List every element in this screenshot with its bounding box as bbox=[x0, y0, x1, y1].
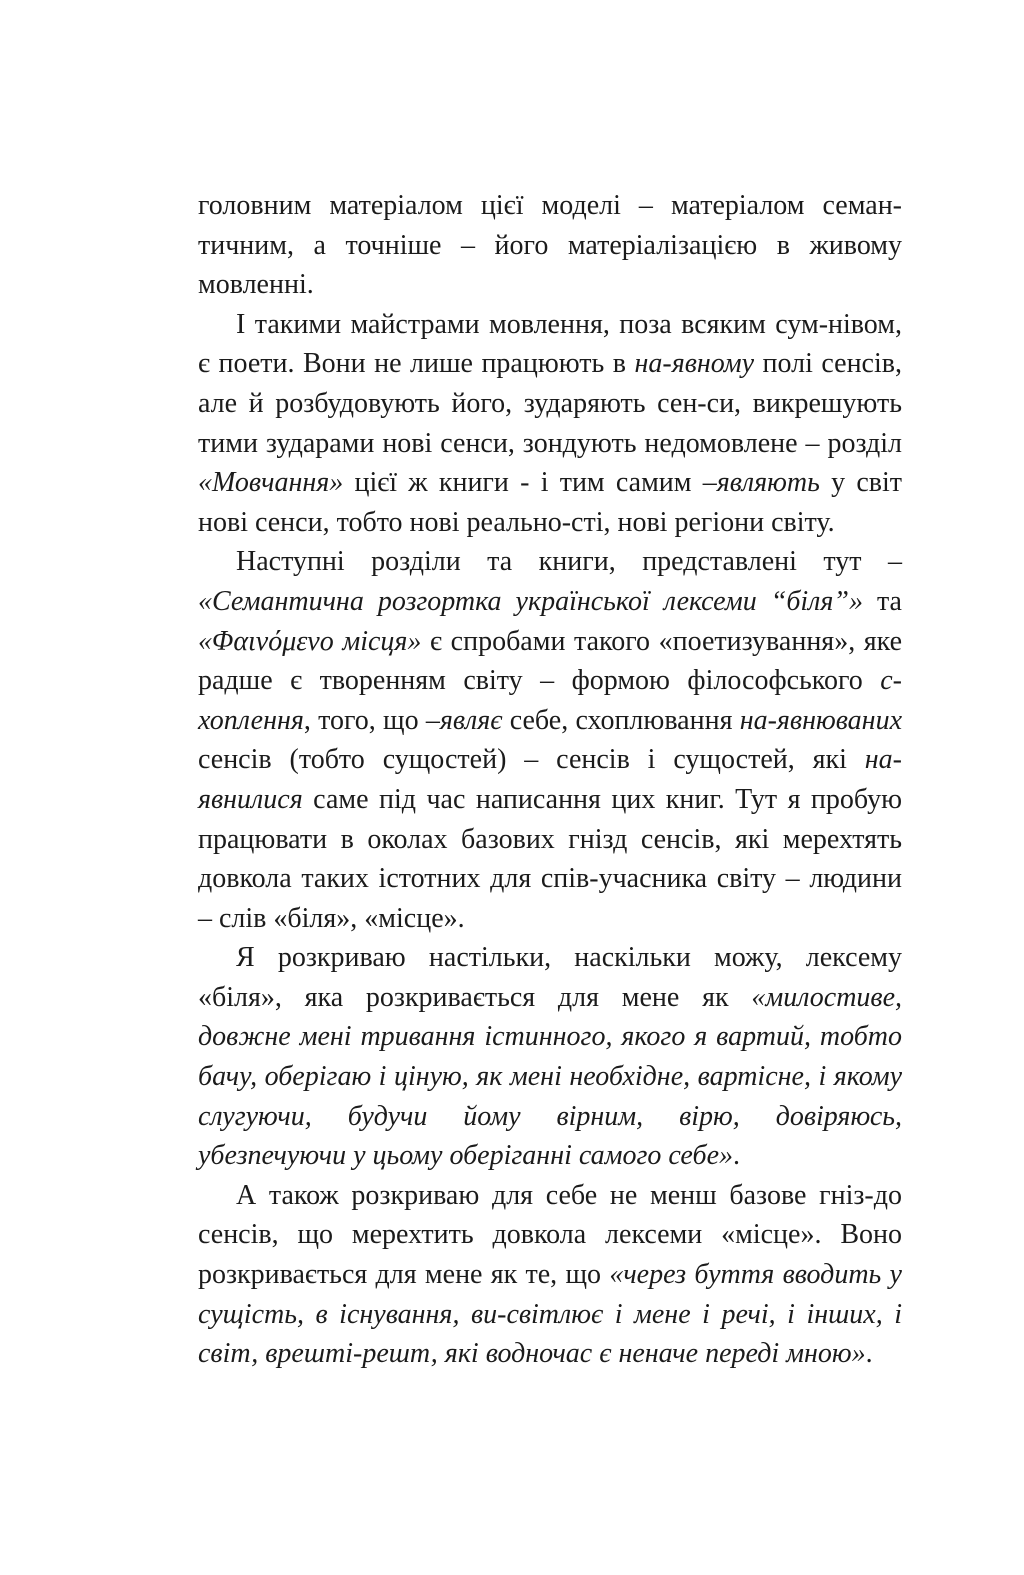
text-run: є спробами такого «поетизування», яке радше є творенням світу – формою філософського bbox=[198, 625, 903, 697]
text-run: Наступні розділи та книги, представлені тут – bbox=[236, 546, 902, 578]
paragraph bbox=[198, 542, 902, 938]
paragraph bbox=[198, 305, 902, 543]
paragraph bbox=[198, 1176, 902, 1374]
text-run: себе, схоплювання bbox=[502, 704, 740, 736]
italic-text-run: «через буття вводить у сущість, в існування, ви-світлює і мене і речі, і інших, і світ, врешті-решт, які водночас є неначе переді мною» bbox=[198, 1259, 902, 1370]
paragraph bbox=[198, 186, 902, 305]
italic-text-run: являє bbox=[439, 704, 503, 736]
italic-text-run: «милостиве, довжне мені тривання істинного, якого я вартий, тобто бачу, оберігаю і ціную, як мені необхідне, вартісне, і якому слугуючи, будучи йому вірним, вірю, довіряюсь, убезпечуючи у цьому оберіганні самого себе» bbox=[198, 981, 902, 1172]
text-run: , того, що – bbox=[303, 704, 440, 736]
text-run: . bbox=[733, 1140, 740, 1172]
page-text bbox=[198, 186, 902, 1374]
text-run: І такими майстрами мовлення, поза всяким сум-нівом, є поети. Вони не лише працюють в bbox=[198, 308, 902, 380]
italic-text-run: на-явнюваних bbox=[739, 704, 903, 736]
text-run: та bbox=[862, 585, 902, 617]
text-run: саме під час написання цих книг. Тут я пробую працювати в околах базових гнізд сенсів, які мерехтять довкола таких істотних для спів-учасника світу – людини – слів «біля», «місце». bbox=[198, 783, 902, 934]
text-run: А також розкриваю для себе не менш базове гніз-до сенсів, що мерехтить довкола лексеми «місце». Воно розкривається для мене як те, що bbox=[198, 1179, 902, 1291]
paragraph bbox=[198, 938, 902, 1176]
text-run: Я розкриваю настільки, наскільки можу, лексему «біля», яка розкривається для мене як bbox=[198, 942, 902, 1013]
text-run: сенсів (тобто сущостей) – сенсів і сущостей, які bbox=[198, 744, 865, 776]
text-run: у світ нові сенси, тобто нові реально-сті, нові регіони світу. bbox=[198, 467, 902, 538]
italic-text-run: «Φαινόμενο місця» bbox=[198, 625, 422, 657]
italic-text-run: с-хоплення bbox=[198, 665, 902, 736]
text-run: . bbox=[865, 1338, 873, 1370]
text-run: полі сенсів, але й розбудовують його, зударяють сен-си, викрешують тими зударами нові сенси, зондують недомовлене – розділ bbox=[198, 348, 902, 459]
text-run: цієї ж книги - і тим самим – bbox=[343, 467, 717, 499]
italic-text-run: «Мовчання» bbox=[198, 467, 344, 499]
text-run: головним матеріалом цієї моделі – матеріалом семан-тичним, а точніше – його матеріалізацією в живому мовленні. bbox=[198, 190, 902, 301]
italic-text-run: являють bbox=[716, 467, 820, 499]
italic-text-run: на-явнилися bbox=[198, 744, 902, 815]
italic-text-run: «Семантична розгортка української лексеми “біля”» bbox=[198, 585, 863, 617]
italic-text-run: на-явному bbox=[634, 348, 755, 380]
